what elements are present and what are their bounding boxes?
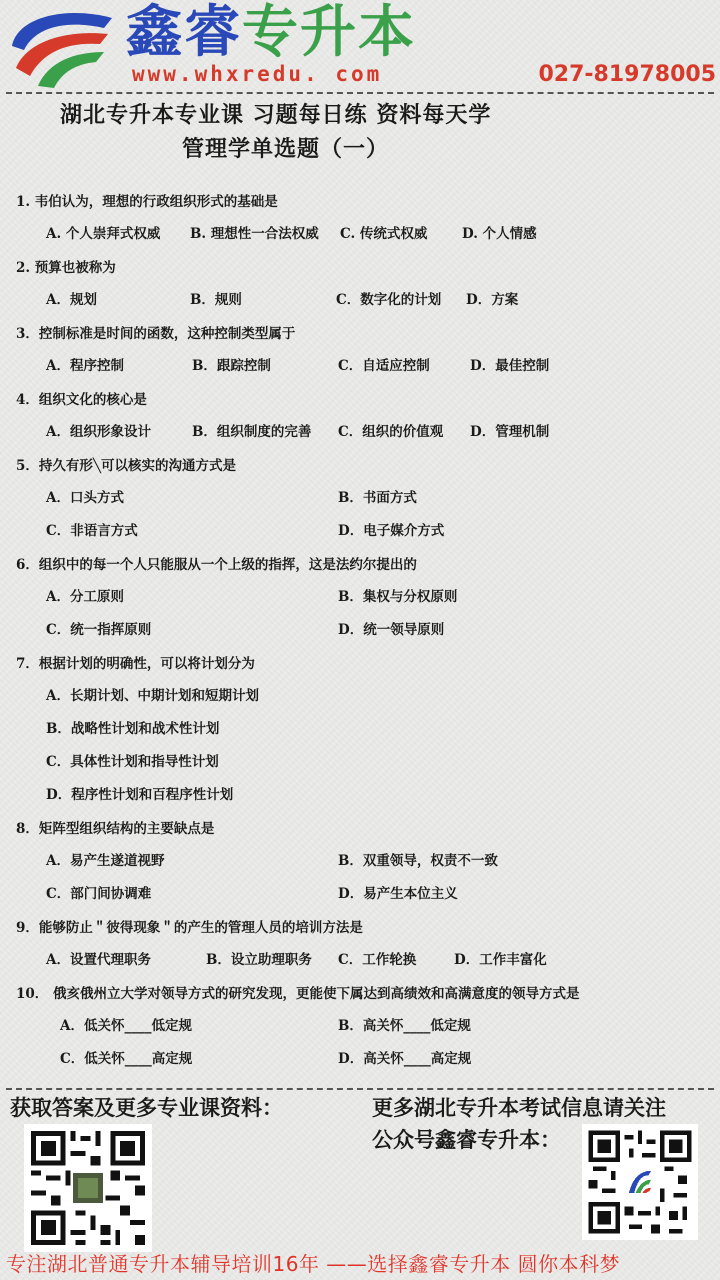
q1-option-a: A. 个人崇拜式权威 <box>46 226 161 242</box>
q5-option-c: C．非语言方式 <box>46 523 138 539</box>
q5-option-b: B．书面方式 <box>338 490 417 506</box>
q3-option-b: B．跟踪控制 <box>192 358 271 374</box>
q2-option-d: D．方案 <box>466 292 519 308</box>
q6-option-a: A．分工原则 <box>46 589 124 605</box>
question-7: 7．根据计划的明确性，可以将计划分为 <box>16 656 255 672</box>
q3-option-a: A．程序控制 <box>46 358 124 374</box>
q2-option-b: B．规则 <box>190 292 242 308</box>
headline-line1: 湖北专升本专业课 习题每日练 资料每天学 <box>60 103 492 128</box>
question-1: 1. 韦伯认为，理想的行政组织形式的基础是 <box>16 194 278 210</box>
q7-option-d: D．程序性计划和百程序性计划 <box>46 787 234 803</box>
divider-bottom <box>6 1088 714 1090</box>
q1-option-c: C. 传统式权威 <box>340 226 428 242</box>
q4-option-b: B．组织制度的完善 <box>192 424 312 440</box>
q5-option-a: A．口头方式 <box>46 490 124 506</box>
q9-option-a: A．设置代理职务 <box>46 952 151 968</box>
question-4: 4．组织文化的核心是 <box>16 392 147 408</box>
question-5: 5．持久有形╲可以核实的沟通方式是 <box>16 458 237 474</box>
q9-option-d: D．工作丰富化 <box>454 952 547 968</box>
header <box>0 0 720 92</box>
footer-left-text: 获取答案及更多专业课资料： <box>10 1095 283 1120</box>
brand-phone: 027-81978005 <box>538 62 716 87</box>
q9-option-b: B．设立助理职务 <box>206 952 312 968</box>
q3-option-d: D．最佳控制 <box>470 358 550 374</box>
q9-option-c: C．工作轮换 <box>338 952 417 968</box>
q8-option-c: C．部门间协调难 <box>46 886 152 902</box>
question-9: 9．能够防止＂彼得现象＂的产生的管理人员的培训方法是 <box>16 920 363 936</box>
q10-option-b: B．高关怀____低定规 <box>338 1018 471 1034</box>
brand-url: www.whxredu. com <box>132 62 383 86</box>
q4-option-a: A．组织形象设计 <box>46 424 151 440</box>
question-6: 6．组织中的每一个人只能服从一个上级的指挥，这是法约尔提出的 <box>16 557 417 573</box>
q3-option-c: C．自适应控制 <box>338 358 430 374</box>
brand-name-part1: 鑫睿 <box>126 0 242 65</box>
q5-option-d: D．电子媒介方式 <box>338 523 445 539</box>
q8-option-a: A．易产生遂道视野 <box>46 853 165 869</box>
q8-option-d: D．易产生本位主义 <box>338 886 458 902</box>
brand-title <box>126 0 416 66</box>
question-2: 2. 预算也被称为 <box>16 260 116 276</box>
page-title: 管理学单选题（一） <box>182 137 390 162</box>
q10-option-c: C．低关怀____高定规 <box>60 1051 193 1067</box>
q10-option-d: D．高关怀____高定规 <box>338 1051 472 1067</box>
q2-option-c: C．数字化的计划 <box>336 292 442 308</box>
footer-right-line1: 更多湖北专升本考试信息请关注 <box>372 1095 666 1120</box>
qr-code-left[interactable] <box>24 1124 152 1252</box>
q4-option-c: C．组织的价值观 <box>338 424 444 440</box>
q7-option-c: C．具体性计划和指导性计划 <box>46 754 219 770</box>
q6-option-b: B．集权与分权原则 <box>338 589 458 605</box>
qr-code-right[interactable] <box>582 1124 698 1240</box>
q10-option-a: A．低关怀____低定规 <box>60 1018 192 1034</box>
question-10: 10． 俄亥俄州立大学对领导方式的研究发现，更能使下属达到高绩效和高满意度的领导方式是 <box>16 986 580 1002</box>
q7-option-a: A．长期计划、中期计划和短期计划 <box>46 688 259 704</box>
q6-option-c: C．统一指挥原则 <box>46 622 152 638</box>
divider-top <box>6 92 714 94</box>
q4-option-d: D．管理机制 <box>470 424 550 440</box>
footer-right-line2: 公众号鑫睿专升本： <box>372 1127 561 1152</box>
q6-option-d: D．统一领导原则 <box>338 622 445 638</box>
footer-slogan: 专注湖北普通专升本辅导培训16年 ——选择鑫睿专升本 圆你本科梦 <box>6 1252 621 1276</box>
brand-name-part2: 专升本 <box>242 0 416 65</box>
question-8: 8．矩阵型组织结构的主要缺点是 <box>16 821 215 837</box>
q8-option-b: B．双重领导，权责不一致 <box>338 853 498 869</box>
q2-option-a: A．规划 <box>46 292 97 308</box>
question-3: 3．控制标准是时间的函数，这种控制类型属于 <box>16 326 296 342</box>
logo-icon <box>8 6 116 88</box>
q1-option-d: D. 个人情感 <box>462 226 537 242</box>
q1-option-b: B. 理想性一合法权威 <box>190 226 319 242</box>
q7-option-b: B．战略性计划和战术性计划 <box>46 721 220 737</box>
